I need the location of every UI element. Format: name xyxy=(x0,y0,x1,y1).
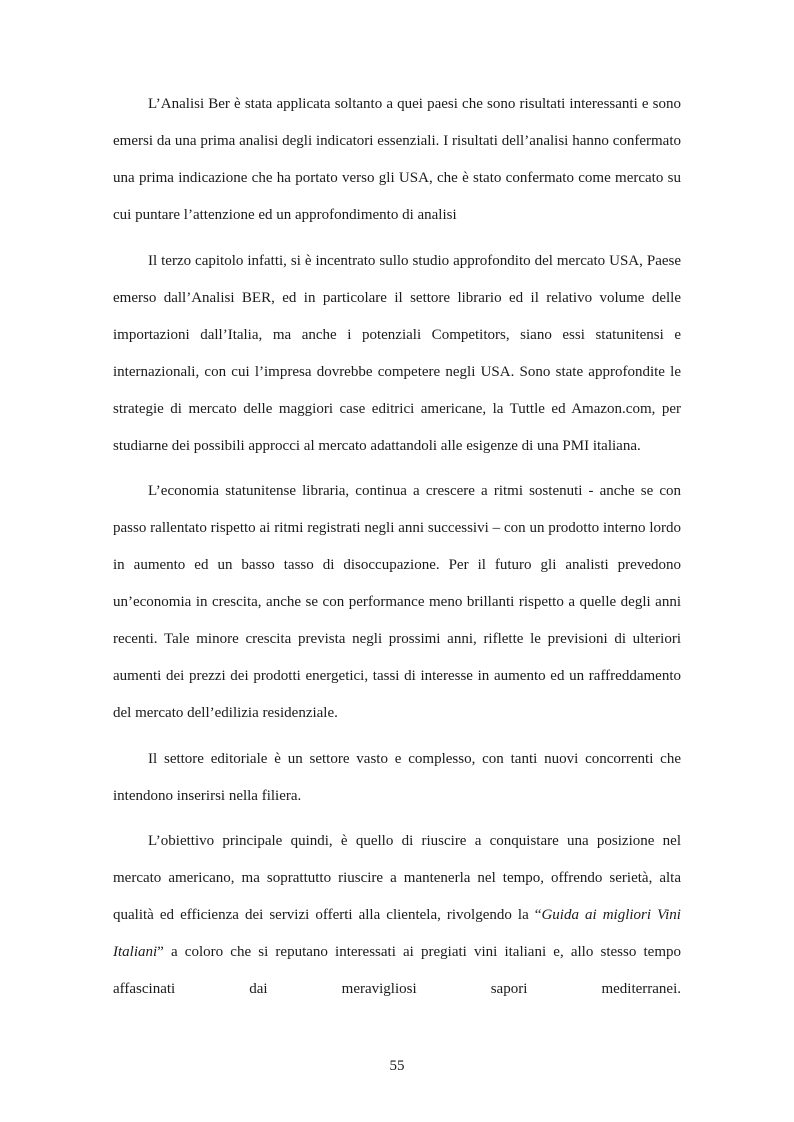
paragraph-obiettivo-text-before: L’obiettivo principale quindi, è quello di riuscire a conquistare una posizione nel mercato americano, ma soprattutto riuscire a mantenerla nel tempo, offrendo serietà, alta qualità ed efficienza dei servizi offerti alla clientela, rivolgendo la “ xyxy=(113,833,681,923)
paragraph-obiettivo-text-after: ” a coloro che si reputano interessati ai pregiati vini italiani e, allo stesso tempo affascinati dai meravigliosi sapori mediterranei. xyxy=(113,944,681,997)
page-body xyxy=(113,86,681,1017)
book-title-guida-vini: Guida ai migliori Vini Italiani xyxy=(113,907,681,960)
paragraph-settore-editoriale: Il settore editoriale è un settore vasto e complesso, con tanti nuovi concorrenti che intendono inserirsi nella filiera. xyxy=(113,750,681,804)
paragraph-economia-statunitense: L’economia statunitense libraria, continua a crescere a ritmi sostenuti - anche se con passo rallentato rispetto ai ritmi registrati negli anni successivi – con un prodotto interno lordo in aumento ed un basso tasso di disoccupazione. Per il futuro gli analisti prevedono un’economia in crescita, anche se con performance meno brillanti rispetto a quelle degli anni recenti. Tale minore crescita prevista negli prossimi anni, riflette le previsioni di ulteriori aumenti dei prezzi dei prodotti energetici, tassi di interesse in aumento ed un raffreddamento del mercato dell’edilizia residenziale. xyxy=(113,483,681,721)
paragraph-analisi-ber: L’Analisi Ber è stata applicata soltanto a quei paesi che sono risultati interessanti e sono emersi da una prima analisi degli indicatori essenziali. I risultati dell’analisi hanno confermato una prima indicazione che ha portato verso gli USA, che è stato confermato come mercato su cui puntare l’attenzione ed un approfondimento di analisi xyxy=(113,96,681,223)
page-number: 55 xyxy=(389,1058,405,1074)
paragraph-obiettivo-principale xyxy=(113,823,681,1008)
paragraph-terzo-capitolo: Il terzo capitolo infatti, si è incentrato sullo studio approfondito del mercato USA, Paese emerso dall’Analisi BER, ed in particolare il settore librario ed il relativo volume delle importazioni dall’Italia, ma anche i potenziali Competitors, siano essi statunitensi e internazionali, con cui l’impresa dovrebbe competere negli USA. Sono state approfondite le strategie di mercato delle maggiori case editrici americane, la Tuttle ed Amazon.com, per studiarne dei possibili approcci al mercato adattandoli alle esigenze di una PMI italiana. xyxy=(113,252,681,454)
